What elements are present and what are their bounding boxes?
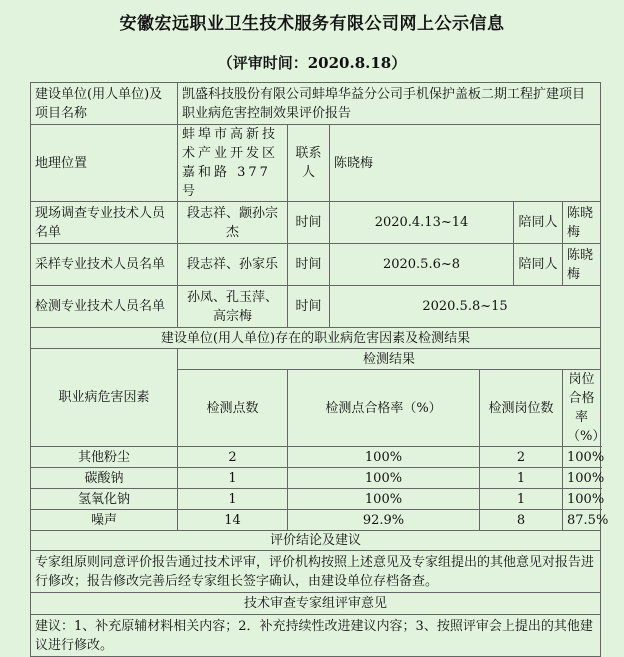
location-value: 蚌埠市高新技术产业开发区嘉和路 377 号 bbox=[178, 125, 288, 202]
testing-row bbox=[31, 286, 601, 328]
factor-cell: 碳酸钠 bbox=[31, 468, 178, 489]
point-rate-header: 检测点合格率（%） bbox=[288, 370, 480, 447]
points-cell: 1 bbox=[178, 468, 288, 489]
points-cell: 2 bbox=[178, 447, 288, 468]
conclusion-title-row bbox=[31, 531, 601, 551]
review-title: 技术审查专家组评审意见 bbox=[31, 593, 601, 615]
detection-group-header: 检测结果 bbox=[178, 349, 601, 370]
survey-accompany: 陈晓梅 bbox=[563, 202, 601, 244]
results-section-row bbox=[31, 328, 601, 349]
post-rate-cell: 100% bbox=[563, 468, 601, 489]
review-time: （评审时间：2020.8.18） bbox=[217, 54, 407, 72]
sampling-time-label: 时间 bbox=[288, 244, 330, 286]
sampling-label: 采样专业技术人员名单 bbox=[31, 244, 178, 286]
point-rate-cell: 92.9% bbox=[288, 510, 480, 531]
conclusion-title: 评价结论及建议 bbox=[31, 531, 601, 551]
points-cell: 1 bbox=[178, 489, 288, 510]
testing-time-label: 时间 bbox=[288, 286, 330, 328]
review-title-row bbox=[31, 593, 601, 615]
posts-cell: 1 bbox=[480, 489, 563, 510]
posts-cell: 1 bbox=[480, 468, 563, 489]
info-table bbox=[30, 82, 609, 657]
contact-label: 联系人 bbox=[288, 125, 330, 202]
location-row bbox=[31, 125, 601, 202]
testing-time: 2020.5.8~15 bbox=[330, 286, 601, 328]
factor-cell: 噪声 bbox=[31, 510, 178, 531]
testing-staff: 孙凤、孔玉萍、高宗梅 bbox=[178, 286, 288, 328]
conclusion-text: 专家组原则同意评价报告通过技术评审，评价机构按照上述意见及专家组提出的其他意见对报告进行修改；报告修改完善后经专家组长签字确认，由建设单位存档备查。 bbox=[31, 551, 601, 593]
point-rate-cell: 100% bbox=[288, 447, 480, 468]
location-label: 地理位置 bbox=[31, 125, 178, 202]
sampling-accompany-label: 陪同人 bbox=[514, 244, 563, 286]
unit-row bbox=[31, 83, 601, 125]
factor-cell: 其他粉尘 bbox=[31, 447, 178, 468]
survey-accompany-label: 陪同人 bbox=[514, 202, 563, 244]
contact-value: 陈晓梅 bbox=[330, 125, 601, 202]
sampling-time: 2020.5.6~8 bbox=[330, 244, 514, 286]
posts-cell: 2 bbox=[480, 447, 563, 468]
survey-staff: 段志祥、颛孙宗杰 bbox=[178, 202, 288, 244]
survey-time-label: 时间 bbox=[288, 202, 330, 244]
factor-header: 职业病危害因素 bbox=[31, 349, 178, 447]
point-rate-cell: 100% bbox=[288, 468, 480, 489]
point-rate-cell: 100% bbox=[288, 489, 480, 510]
review-text: 建议：1、补充原辅材料相关内容；2．补充持续性改进建议内容；3、按照评审会上提出的其他建议进行修改。 bbox=[31, 615, 601, 657]
posts-header: 检测岗位数 bbox=[480, 370, 563, 447]
sampling-staff: 段志祥、孙家乐 bbox=[178, 244, 288, 286]
post-rate-cell: 100% bbox=[563, 447, 601, 468]
post-rate-cell: 100% bbox=[563, 489, 601, 510]
unit-value: 凯盛科技股份有限公司蚌埠华益分公司手机保护盖板二期工程扩建项目职业病危害控制效果评价报告 bbox=[178, 83, 601, 125]
factor-cell: 氢氧化钠 bbox=[31, 489, 178, 510]
page-title: 安徽宏远职业卫生技术服务有限公司网上公示信息 bbox=[119, 14, 505, 34]
post-rate-header: 岗位合格率（%） bbox=[563, 370, 601, 447]
points-header: 检测点数 bbox=[178, 370, 288, 447]
testing-label: 检测专业技术人员名单 bbox=[31, 286, 178, 328]
posts-cell: 8 bbox=[480, 510, 563, 531]
survey-time: 2020.4.13~14 bbox=[330, 202, 514, 244]
sampling-accompany: 陈晓梅 bbox=[563, 244, 601, 286]
post-rate-cell: 87.5% bbox=[563, 510, 601, 531]
table-row bbox=[31, 468, 601, 489]
unit-label: 建设单位(用人单位)及项目名称 bbox=[31, 83, 178, 125]
survey-label: 现场调查专业技术人员名单 bbox=[31, 202, 178, 244]
sampling-row bbox=[31, 244, 601, 286]
points-cell: 14 bbox=[178, 510, 288, 531]
conclusion-text-row bbox=[31, 551, 601, 593]
table-row bbox=[31, 510, 601, 531]
table-row bbox=[31, 489, 601, 510]
survey-row bbox=[31, 202, 601, 244]
results-header-row bbox=[31, 349, 601, 370]
results-section-title: 建设单位(用人单位)存在的职业病危害因素及检测结果 bbox=[31, 328, 601, 349]
review-text-row bbox=[31, 615, 601, 657]
table-row bbox=[31, 447, 601, 468]
